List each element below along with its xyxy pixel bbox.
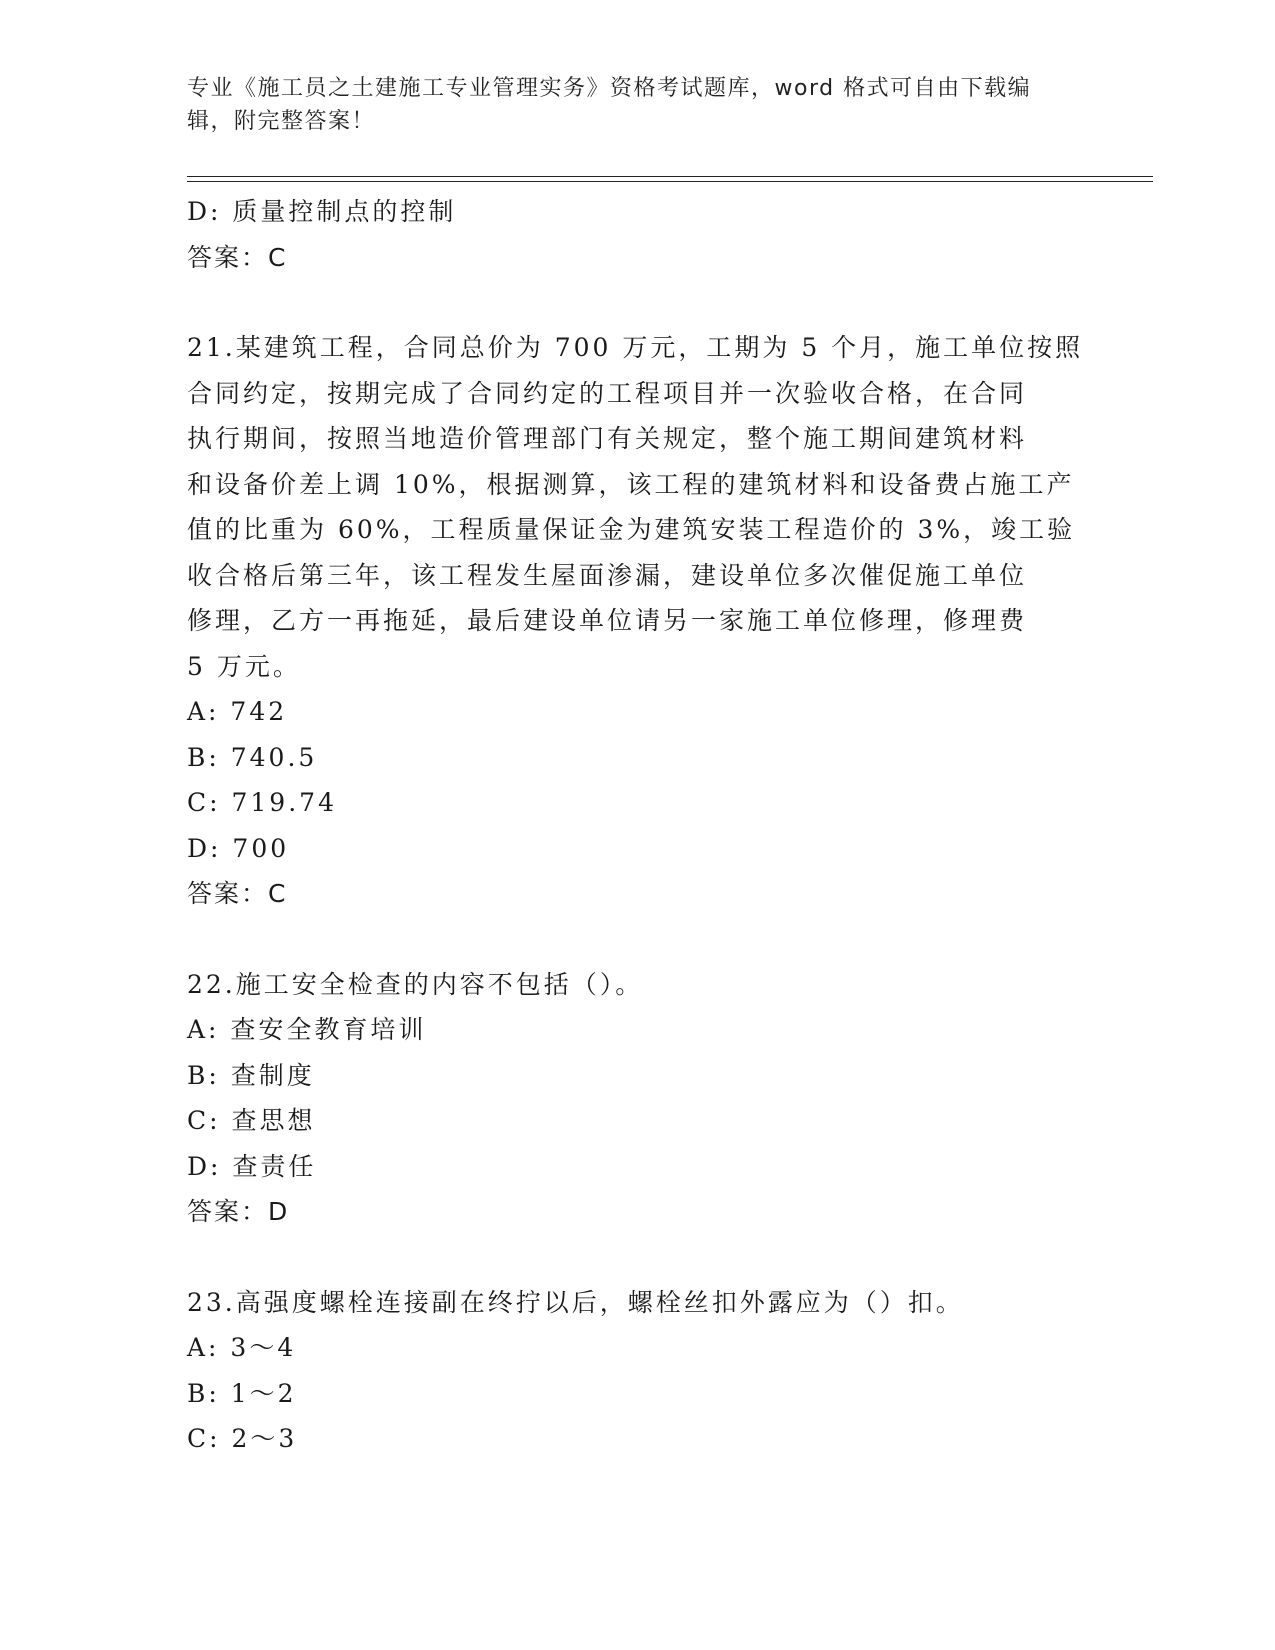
option-c: C: 719.74 — [187, 788, 337, 817]
spacer — [187, 280, 1087, 325]
option-b: B: 查制度 — [187, 1060, 315, 1090]
prev-option-d: D: 质量控制点的控制 — [187, 197, 457, 226]
stem-line: 执行期间，按照当地造价管理部门有关规定，整个施工期间建筑材料 — [187, 424, 1028, 453]
stem-line: 22.施工安全检查的内容不包括（）。 — [187, 969, 644, 999]
stem-line: 收合格后第三年，该工程发生屋面渗漏，建设单位多次催促施工单位 — [187, 560, 1028, 590]
option-d: D: 700 — [187, 833, 290, 863]
answer: 答案：C — [187, 879, 288, 908]
spacer — [187, 1235, 1087, 1280]
answer: 答案：D — [187, 1197, 290, 1226]
spacer — [187, 917, 1087, 962]
header-line-1: 专业《施工员之土建施工专业管理实务》资格考试题库，word 格式可自由下载编 — [187, 76, 1032, 101]
stem-line: 和设备价差上调 10%，根据测算，该工程的建筑材料和设备费占施工产 — [187, 469, 1075, 499]
option-b: B: 1～2 — [187, 1378, 297, 1408]
stem-line: 23.高强度螺栓连接副在终拧以后，螺栓丝扣外露应为（）扣。 — [187, 1287, 964, 1317]
header-line-2: 辑，附完整答案！ — [187, 109, 376, 134]
option-c: C: 2～3 — [187, 1424, 298, 1453]
option-b: B: 740.5 — [187, 742, 318, 772]
header-divider-bottom — [187, 181, 1153, 182]
option-c: C: 查思想 — [187, 1106, 316, 1135]
stem-line: 修理，乙方一再拖延，最后建设单位请另一家施工单位修理，修理费 — [187, 606, 1028, 635]
stem-line: 合同约定，按期完成了合同约定的工程项目并一次验收合格，在合同 — [187, 378, 1028, 408]
option-d: D: 查责任 — [187, 1151, 317, 1181]
page-header — [187, 72, 1067, 138]
question-21 — [187, 325, 1087, 917]
question-content — [187, 189, 1087, 1462]
option-a: A: 742 — [187, 697, 288, 726]
stem-line: 5 万元。 — [187, 651, 301, 681]
prev-answer: 答案：C — [187, 242, 288, 272]
option-a: A: 3～4 — [187, 1333, 297, 1362]
stem-line: 值的比重为 60%，工程质量保证金为建筑安装工程造价的 3%，竣工验 — [187, 515, 1076, 544]
question-22 — [187, 962, 1087, 1235]
question-23 — [187, 1280, 1087, 1462]
option-a: A: 查安全教育培训 — [187, 1015, 427, 1044]
question-stem — [187, 325, 1087, 689]
stem-line: 21.某建筑工程，合同总价为 700 万元，工期为 5 个月，施工单位按照 — [187, 333, 1084, 362]
header-divider-top — [187, 176, 1153, 177]
